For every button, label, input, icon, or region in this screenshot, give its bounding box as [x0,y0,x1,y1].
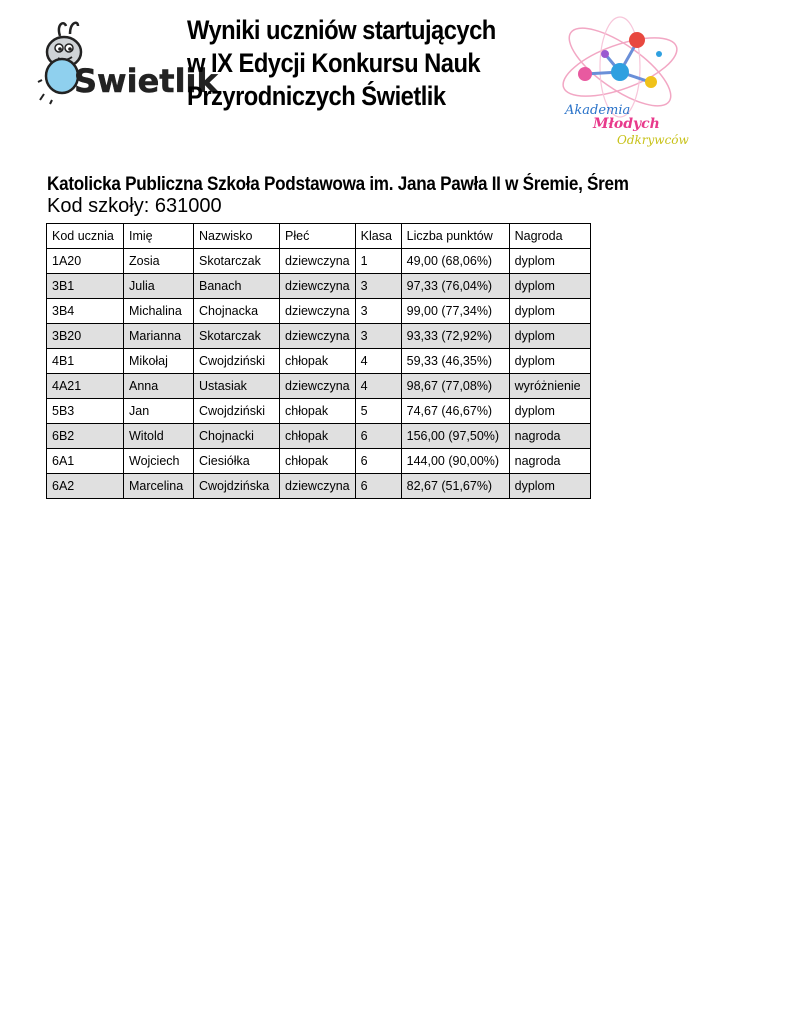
cell-gender: dziewczyna [280,324,356,349]
cell-points: 144,00 (90,00%) [401,449,509,474]
header-grade: Klasa [355,224,401,249]
cell-gender: dziewczyna [280,249,356,274]
cell-grade: 3 [355,274,401,299]
header-student-code: Kod ucznia [47,224,124,249]
cell-student-code: 4A21 [47,374,124,399]
cell-grade: 6 [355,449,401,474]
cell-last-name: Cwojdziński [194,349,280,374]
cell-student-code: 6A1 [47,449,124,474]
cell-points: 93,33 (72,92%) [401,324,509,349]
cell-points: 82,67 (51,67%) [401,474,509,499]
cell-first-name: Wojciech [124,449,194,474]
cell-last-name: Ciesiółka [194,449,280,474]
cell-first-name: Mikołaj [124,349,194,374]
svg-text:Młodych: Młodych [593,116,660,132]
title-line-3: Przyrodniczych Świetlik [187,81,446,111]
table-row [47,449,591,474]
header-last-name: Nazwisko [194,224,280,249]
akademia-logo [555,12,689,152]
cell-points: 97,33 (76,04%) [401,274,509,299]
table-row [47,374,591,399]
cell-last-name: Ustasiak [194,374,280,399]
cell-gender: dziewczyna [280,474,356,499]
cell-award: dyplom [509,349,590,374]
cell-gender: chłopak [280,449,356,474]
cell-student-code: 6B2 [47,424,124,449]
table-row [47,324,591,349]
cell-award: dyplom [509,399,590,424]
cell-points: 99,00 (77,34%) [401,299,509,324]
svg-text:Swietlik: Swietlik [74,62,218,100]
cell-gender: chłopak [280,349,356,374]
table-row [47,299,591,324]
cell-award: dyplom [509,274,590,299]
cell-first-name: Jan [124,399,194,424]
cell-first-name: Marcelina [124,474,194,499]
cell-points: 59,33 (46,35%) [401,349,509,374]
cell-first-name: Marianna [124,324,194,349]
cell-gender: chłopak [280,424,356,449]
header-gender: Płeć [280,224,356,249]
header-first-name: Imię [124,224,194,249]
cell-first-name: Zosia [124,249,194,274]
cell-student-code: 1A20 [47,249,124,274]
cell-gender: dziewczyna [280,299,356,324]
svg-text:Akademia: Akademia [565,103,631,118]
table-body [47,249,591,499]
cell-last-name: Chojnacki [194,424,280,449]
table-row [47,424,591,449]
table-header-row [47,224,591,249]
cell-points: 49,00 (68,06%) [401,249,509,274]
cell-award: nagroda [509,449,590,474]
cell-grade: 6 [355,424,401,449]
swietlik-logo [40,14,218,104]
cell-grade: 3 [355,299,401,324]
cell-student-code: 3B20 [47,324,124,349]
cell-first-name: Anna [124,374,194,399]
cell-student-code: 3B1 [47,274,124,299]
cell-last-name: Skotarczak [194,324,280,349]
school-code: Kod szkoły: 631000 [47,195,222,217]
table-row [47,274,591,299]
cell-first-name: Witold [124,424,194,449]
cell-last-name: Cwojdzińska [194,474,280,499]
results-table [46,223,591,499]
cell-last-name: Banach [194,274,280,299]
table-row [47,399,591,424]
cell-grade: 1 [355,249,401,274]
table-row [47,474,591,499]
firefly-icon [40,14,218,104]
title-line-1: Wyniki uczniów startujących [187,15,496,45]
cell-first-name: Michalina [124,299,194,324]
cell-grade: 4 [355,374,401,399]
cell-last-name: Skotarczak [194,249,280,274]
cell-grade: 5 [355,399,401,424]
cell-student-code: 3B4 [47,299,124,324]
cell-grade: 4 [355,349,401,374]
svg-text:Odkrywców: Odkrywców [617,133,689,147]
cell-award: dyplom [509,474,590,499]
cell-last-name: Chojnacka [194,299,280,324]
cell-last-name: Cwojdziński [194,399,280,424]
school-name: Katolicka Publiczna Szkoła Podstawowa im. Jana Pawła II w Śremie, Śrem [47,174,629,195]
molecule-icon [555,12,689,152]
header-points: Liczba punktów [401,224,509,249]
cell-points: 98,67 (77,08%) [401,374,509,399]
cell-student-code: 4B1 [47,349,124,374]
cell-grade: 6 [355,474,401,499]
cell-gender: dziewczyna [280,274,356,299]
cell-award: dyplom [509,299,590,324]
cell-award: nagroda [509,424,590,449]
title-line-2: w IX Edycji Konkursu Nauk [187,48,481,78]
cell-points: 74,67 (46,67%) [401,399,509,424]
cell-award: dyplom [509,324,590,349]
cell-award: dyplom [509,249,590,274]
cell-gender: chłopak [280,399,356,424]
cell-award: wyróżnienie [509,374,590,399]
cell-grade: 3 [355,324,401,349]
cell-student-code: 6A2 [47,474,124,499]
table-row [47,249,591,274]
cell-points: 156,00 (97,50%) [401,424,509,449]
cell-first-name: Julia [124,274,194,299]
header-award: Nagroda [509,224,590,249]
cell-gender: dziewczyna [280,374,356,399]
table-row [47,349,591,374]
cell-student-code: 5B3 [47,399,124,424]
page-title [187,14,513,113]
